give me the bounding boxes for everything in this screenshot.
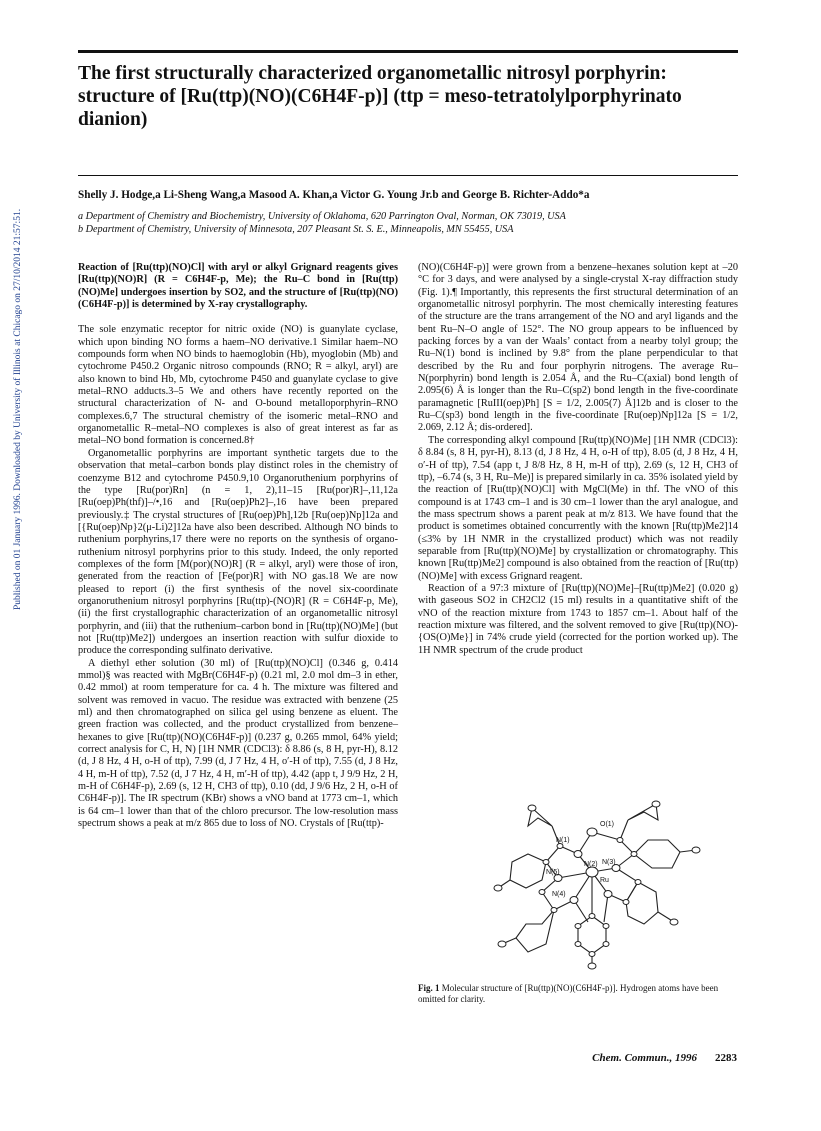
abstract: Reaction of [Ru(ttp)(NO)Cl] with aryl or alkyl Grignard reagents gives [Ru(ttp)(NO)R] (R = C6H4F-p, Me); the Ru–C bond in [Ru(ttp)(NO)Me] undergoes insertion by SO2, and the structure of [Ru(ttp)(NO)(C6H4F-p)] is determined by X-ray crystallography. [78,262,398,311]
atom-label-ru: Ru [600,877,609,884]
body-paragraph: The corresponding alkyl compound [Ru(ttp)(NO)Me] [1H NMR (CDCl3): δ 8.84 (s, 8 H, pyr-H), 8.13 (d, J 8 Hz, 4 H, o-H of ttp), 8.05 (d, J 8 Hz, 4 H, o′-H of ttp), 7.54 (app t, J 8/8 Hz, 8 H, m-H of ttp), 2.69 (s, 12 H, CH3 of ttp), –6.74 (s, 3 H, Ru–Me)] is prepared similarly in ca. 35% isolated yield by the reaction of [Ru(ttp)(NO)Cl] with MgCl(Me) in thf. The νNO of this compound is at 1743 cm–1 and is 30 cm–1 lower than the aryl analogue, and the mass spectrum shows a parent peak at m/z 813. We have found that the product is sometimes obtained concurrently with the known [Ru(ttp)Me2]14 (≤3% by 1H NMR in the crystallized product) which was not readily separable from [Ru(ttp)(NO)Me] by crystallization or chromatography. This known [Ru(ttp)Me2] compound is also obtained from the reaction of [Ru(ttp)(NO)Me] with excess Grignard reagent. [418,434,738,582]
atom-labels [546,821,616,898]
bond-network [498,804,696,966]
author-list: Shelly J. Hodge,a Li-Sheng Wang,a Masood A. Khan,a Victor G. Young Jr.b and George B. Richter-Addo*a [78,189,590,201]
figure-label: Fig. 1 [418,983,440,993]
body-paragraph: (NO)(C6H4F-p)] were grown from a benzene–hexanes solution kept at –20 °C for 3 days, and were analysed by a single-crystal X-ray diffraction study (Fig. 1).¶ Importantly, this represents the first structural determination of an organometallic nitrosyl porphyrin. The most chemically interesting features of the structure are the trans arrangement of the NO and aryl ligands and the bent Ru–N–O angle of 152°. The NO group appears to be influenced by packing forces by a van der Waals’ contact from a nearby tolyl group; the Ru–N(1) bond is inclined by 9.8° from the plane perpendicular to that described by the Ru and four porphyrin nitrogens. The average Ru–N(porphyrin) bond length is 2.054 Å, and the Ru–C(axial) bond length of 2.095(6) Å is longer than the Ru–C(sp2) bond length in the five-coordinate paramagnetic [RuIII(oep)Ph] [S = 1/2, 2.005(7) Å]12b and is closer to the Ru–C(sp3) bond length in the five-coordinate [Ru(oep)Np]12a [S = 1/2, 2.069, 2.12 Å; dis-ordered]. [418,262,738,434]
body-paragraph: The sole enzymatic receptor for nitric oxide (NO) is guanylate cyclase, which upon binding NO forms a haem–NO derivative.1 Similar haem–NO compounds form when NO binds to haemoglobin (Hb), myoglobin (Mb) and cytochrome P450.2 Organic nitroso compounds (RNO; R = alkyl, aryl) are also known to bind Hb, Mb, cytochrome P450 and guanylate cyclase to give metal–RNO adducts.3–5 We and others have recently reported on the structural characterization of N- and O-bound metalloporphyrin–RNO complexes.6,7 The structural chemistry of the isomeric metal–RNO and organometallic R–metal–NO complexes is also of great interest as far as metal–NO bond formation is concerned.8† [78,324,398,447]
article-title: The first structurally characterized organometallic nitrosyl porphyrin: structure of [Ru(ttp)(NO)(C6H4F-p)] (ttp = meso-tetratolylporphyrinato dianion) [78,63,682,130]
top-rule [78,50,738,53]
atom-label-n3: N(3) [602,859,616,866]
left-column [78,262,398,830]
page-footer [592,1052,737,1064]
body-paragraph: Organometallic porphyrins are important synthetic targets due to the observation that metal–carbon bonds play distinct roles in the chemistry of coenzyme B12 and cytochrome P450.9,10 Organoruthenium porphyrins of the type [Ru(por)Rn] (n = 1, 2),11–15 [Ru(por)R]–,11,12a [Ru(oep)Ph(thf)]–/•,16 and [Ru(oep)Ph2]–,16 have been prepared previously.‡ The crystal structures of [Ru(oep)Ph],12b [Ru(oep)Np]12a and [{Ru(oep)Np}2(μ-Li)2]12a have also been described. Although NO binds to ruthenium porphyrins,17 there were no reports on the synthesis of organo-ruthenium nitrosyl porphyrins prior to this study. Indeed, the only reported complexes of the form [M(por)(NO)R] (R = alkyl, aryl) were those of iron, generated from the reaction of [Fe(por)R] with NO gas.18 We are now pleased to report (i) the first synthesis of the novel six-coordinate organoruthenium nitrosyl porphyrins [Ru(ttp)-(NO)R] (R = C6H4F-p, Me), (ii) the first crystallographic characterization of an organometallic nitrosyl porphyrin, and (iii) that the ruthenium–carbon bond in [Ru(ttp)(NO)Me] (but not [Ru(ttp)Me2]) undergoes an insertion reaction with sulfur dioxide to produce the corresponding sulfinato derivative. [78,447,398,657]
download-notice: Published on 01 January 1996. Downloaded by University of Illinois at Chicago on 27/10/2014 21:57:51. [13,208,23,610]
affiliation-a: a Department of Chemistry and Biochemistry, University of Oklahoma, 620 Parrington Oval, Norman, OK 73019, USA [78,211,566,222]
right-column [418,262,738,657]
atom-label-n4: N(4) [552,891,566,898]
journal-citation: Chem. Commun., 1996 [592,1052,697,1064]
atom-ellipsoids [494,801,700,969]
molecular-structure-figure [488,792,708,972]
body-paragraph: Reaction of a 97:3 mixture of [Ru(ttp)(NO)Me]–[Ru(ttp)Me2] (0.020 g) with gaseous SO2 in CH2Cl2 (15 ml) results in a quantitative shift of the νNO of the reaction mixture from 1743 to 1857 cm–1. About half of the reaction mixture was filtered, and the solvent removed to give [Ru(ttp)(NO)-{OS(O)Me}] in 74% crude yield (corrected for the portion worked up). The 1H NMR spectrum of the crude product [418,582,738,656]
page-number: 2283 [715,1052,737,1064]
atom-label-n5: N(5) [546,869,560,876]
figure-caption [418,983,738,1005]
title-rule [78,175,738,176]
atom-label-o1: O(1) [600,821,614,828]
caption-text: Molecular structure of [Ru(ttp)(NO)(C6H4F-p)]. Hydrogen atoms have been omitted for clarity. [418,983,719,1004]
atom-label-n2: N(2) [584,861,598,868]
body-paragraph: A diethyl ether solution (30 ml) of [Ru(ttp)(NO)Cl] (0.346 g, 0.414 mmol)§ was reacted with MgBr(C6H4F-p) (0.21 ml, 2.0 mol dm–3 in ether, 0.42 mmol) at room temperature for ca. 4 h. The mixture was filtered and solvent was removed in vacuo. The residue was extracted with benzene (25 ml) and then chromatographed on silica gel using benzene as eluent. The green fraction was collected, and the product crystallized from benzene–hexanes to give [Ru(ttp)(NO)(C6H4F-p)] (0.237 g, 0.265 mmol, 64% yield; correct analysis for C, H, N) [1H NMR (CDCl3): δ 8.86 (s, 8 H, pyr-H), 8.12 (d, J 8 Hz, 4 H, o-H of ttp), 7.99 (d, J 7 Hz, 4 H, o′-H of ttp), 7.55 (d, J 8 Hz, 4 H, m-H of ttp), 7.52 (d, J 7 Hz, 4 H, m′-H of ttp), 4.42 (app t, J 9/9 Hz, 2 H, m-H of C6H4F-p), 2.69 (s, 12 H, CH3 of ttp), 0.10 (dd, J 9/6 Hz, 2 H, o-H of C6H4F-p)]. The IR spectrum (KBr) shows a νNO band at 1773 cm–1, which is 64 cm–1 lower than that of the chloro precursor. The low-resolution mass spectrum shows a peak at m/z 865 due to loss of NO. Crystals of [Ru(ttp)- [78,657,398,830]
atom-label-n1: N(1) [556,837,570,844]
affiliation-b: b Department of Chemistry, University of Minnesota, 207 Pleasant St. S. E., Minneapolis, MN 55455, USA [78,224,514,235]
